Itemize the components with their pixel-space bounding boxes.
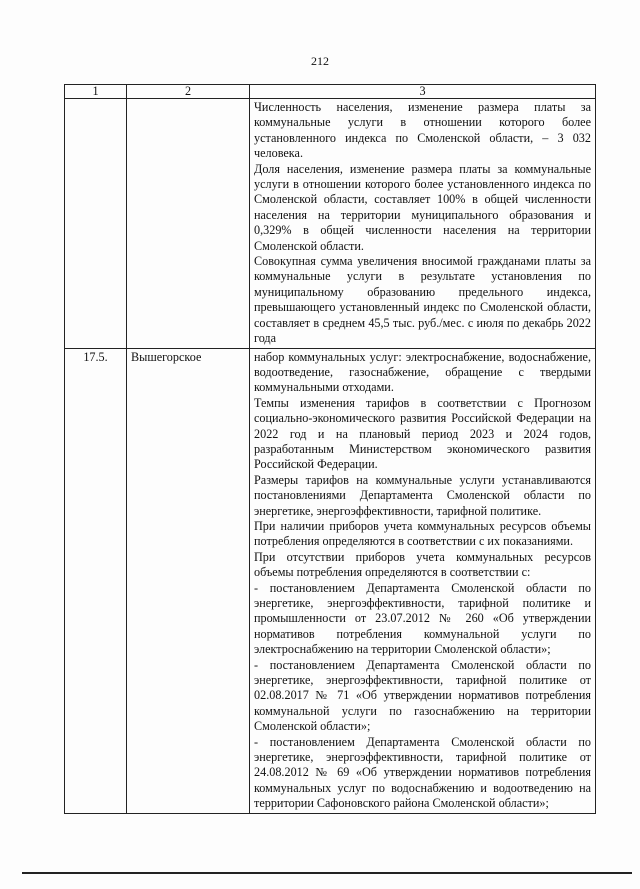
- paragraph: - постановлением Департамента Смоленской области по энергетике, энергоэффективности, тарифной политике и промышленности от 23.07.2012 № 260 «Об утверждении нормативов потребления коммунальной услуги по электроснабжению на территории Смоленской области»;: [254, 580, 591, 657]
- row-number: [65, 99, 127, 349]
- table-header-row: [65, 85, 596, 99]
- row-number: 17.5.: [65, 348, 127, 813]
- paragraph: Численность населения, изменение размера платы за коммунальные услуги в отношении которого более установленного индекса по Смоленской области, – 3 032 человека.: [254, 100, 591, 161]
- header-col-3: 3: [250, 85, 596, 99]
- paragraph: Доля населения, изменение размера платы за коммунальные услуги в отношении которого более установленного индекса по Смоленской области, составляет 100% в общей численности населения на территории муниципального образования и 0,329% в общей численности населения на территории Смоленской области.: [254, 161, 591, 253]
- paragraph: - постановлением Департамента Смоленской области по энергетике, энергоэффективности, тарифной политике от 24.08.2012 № 69 «Об утверждении нормативов потребления коммунальных услуг по водоснабжению и водоотведению на территории Сафоновского района Смоленской области»;: [254, 734, 591, 811]
- paragraph: При отсутствии приборов учета коммунальных ресурсов объемы потребления определяются в соответствии с:: [254, 549, 591, 580]
- page-bottom-rule: [22, 872, 632, 874]
- header-col-2: 2: [127, 85, 250, 99]
- header-col-1: 1: [65, 85, 127, 99]
- paragraph: Совокупная сумма увеличения вносимой гражданами платы за коммунальные услуги в результате установления по муниципальному образованию предельного индекса, превышающего установленный индекс по Смоленской области, составляет в среднем 45,5 тыс. руб./мес. с июля по декабрь 2022 года: [254, 254, 591, 346]
- table-row: [65, 348, 596, 813]
- paragraph: Темпы изменения тарифов в соответствии с Прогнозом социально-экономического развития Российской Федерации на 2022 год и на плановый период 2023 и 2024 годов, разработанным Министерством экономического развития Российской Федерации.: [254, 395, 591, 472]
- description-cell: [250, 99, 596, 349]
- paragraph: При наличии приборов учета коммунальных ресурсов объемы потребления определяются в соответствии с их показаниями.: [254, 518, 591, 549]
- description-cell: [250, 348, 596, 813]
- municipality-name: [127, 99, 250, 349]
- document-table: [64, 84, 596, 814]
- paragraph: - постановлением Департамента Смоленской области по энергетике, энергоэффективности, тарифной политике от 02.08.2017 № 71 «Об утверждении нормативов потребления коммунальной услуги по газоснабжению на территории Смоленской области»;: [254, 657, 591, 734]
- paragraph: набор коммунальных услуг: электроснабжение, водоснабжение, водоотведение, газоснабжение, обращение с твердыми коммунальными отходами.: [254, 349, 591, 395]
- table-row: [65, 99, 596, 349]
- page-number: 212: [311, 54, 329, 68]
- municipality-name: Вышегорское: [127, 348, 250, 813]
- paragraph: Размеры тарифов на коммунальные услуги устанавливаются постановлениями Департамента Смоленской области по энергетике, энергоэффективности, тарифной политике.: [254, 472, 591, 518]
